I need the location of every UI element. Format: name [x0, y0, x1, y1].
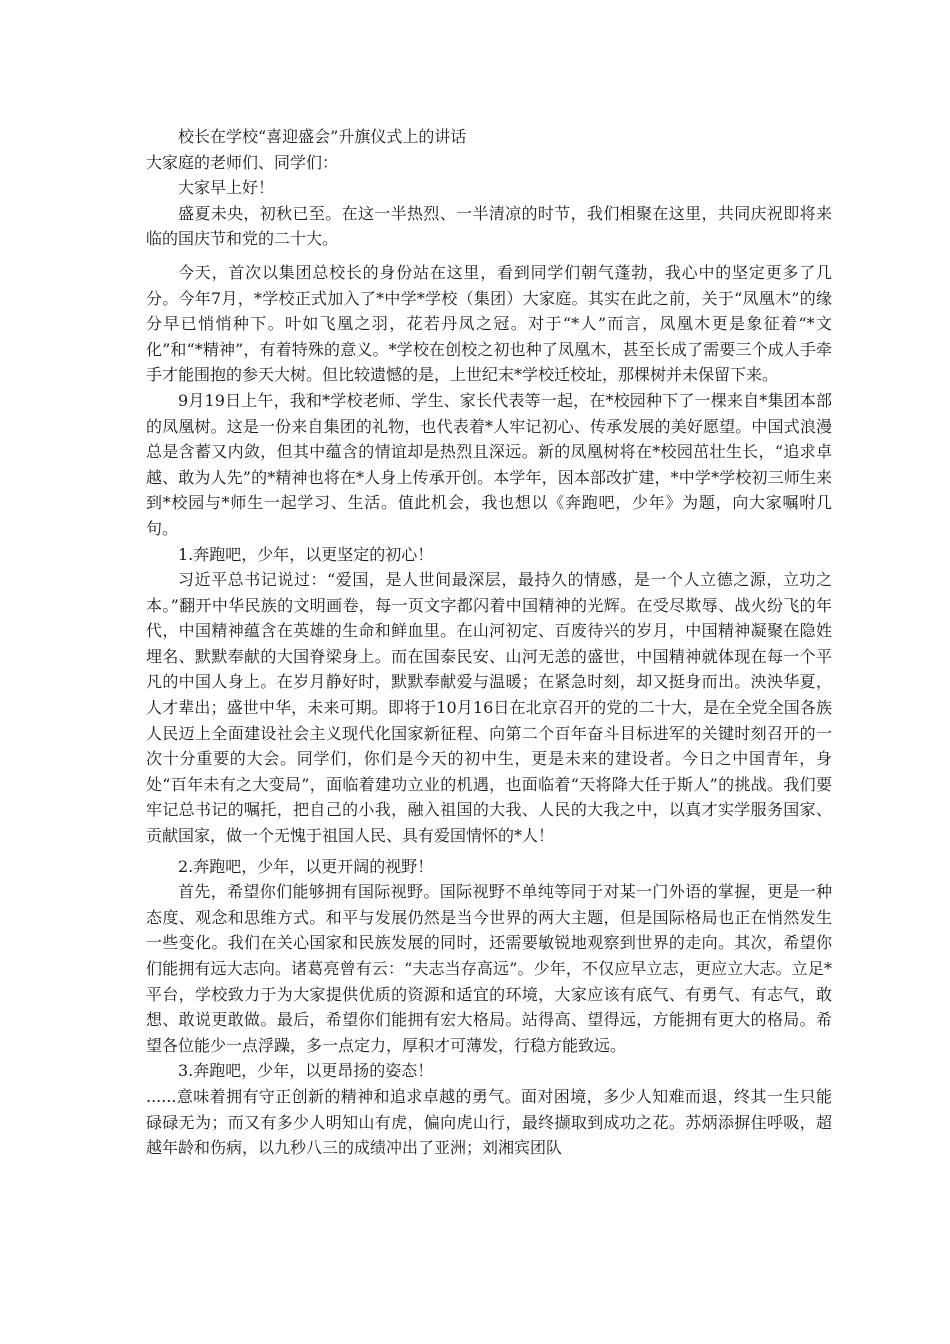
- paragraph-phoenix-tree: 今天，首次以集团总校长的身份站在这里，看到同学们朝气蓬勃，我心中的坚定更多了几分。今年7月，*学校正式加入了*中学*学校（集团）大家庭。其实在此之前，关于“凤凰木”的缘分早已悄悄种下。叶如飞凰之羽，花若丹凤之冠。对于“*人”而言，凤凰木更是象征着“*文化”和“*精神”，有着特殊的意义。*学校在创校之初也种了凤凰木，甚至长成了需要三个成人手牵手才能围抱的参天大树。但比较遗憾的是，上世纪末*学校迁校址，那棵树并未保留下来。: [146, 262, 832, 385]
- salutation: 大家庭的老师们、同学们：: [146, 152, 339, 172]
- paragraph-patriotism: 习近平总书记说过：“爱国，是人世间最深层，最持久的情感，是一个人立德之源，立功之本。”翻开中华民族的文明画卷，每一页文字都闪着中国精神的光辉。在受尽欺辱、战火纷飞的年代，中国精神蕴含在英雄的生命和鲜血里。在山河初定、百废待兴的岁月，中国精神凝聚在隐姓埋名、默默奉献的大国脊梁身上。而在国泰民安、山河无恙的盛世，中国精神就体现在每一个平凡的中国人身上。在岁月静好时，默默奉献爱与温暖；在紧急时刻，却又挺身而出。泱泱华夏，人才辈出；盛世中华，未来可期。即将于10月16日在北京召开的党的二十大，是在全党全国各族人民迈上全面建设社会主义现代化国家新征程、向第二个百年奋斗目标进军的关键时刻召开的一次十分重要的大会。同学们，你们是今天的初中生，更是未来的建设者。今日之中国青年，身处“百年未有之大变局”，面临着建功立业的机遇，也面临着“天将降大任于斯人”的挑战。我们要牢记总书记的嘱托，把自己的小我，融入祖国的大我、人民的大我之中，以真才实学服务国家、贡献国家，做一个无愧于祖国人民、具有爱国情怀的*人！: [146, 570, 832, 846]
- document-page: [146, 124, 832, 1161]
- greeting: 大家早上好！: [178, 178, 275, 198]
- paragraph-vision: 首先，希望你们能够拥有国际视野。国际视野不单纯等同于对某一门外语的掌握，更是一种态度、观念和思维方式。和平与发展仍然是当今世界的两大主题，但是国际格局也正在悄然发生一些变化。我们在关心国家和民族发展的同时，还需要敏锐地观察到世界的走向。其次，希望你们能拥有远大志向。诸葛亮曾有云：“夫志当存高远”。少年，不仅应早立志，更应立大志。立足*平台，学校致力于为大家提供优质的资源和适宜的环境，大家应该有底气、有勇气、有志气，敢想、敢说更敢做。最后，希望你们能拥有宏大格局。站得高、望得远，方能拥有更大的格局。希望各位能少一点浮躁，多一点定力，厚积才可薄发，行稳方能致远。: [146, 882, 832, 1055]
- section-heading-2: 2.奔跑吧，少年，以更开阔的视野！: [178, 856, 434, 876]
- document-title: 校长在学校“喜迎盛会”升旗仪式上的讲话: [178, 127, 467, 146]
- section-heading-1: 1.奔跑吧，少年，以更坚定的初心！: [178, 544, 434, 564]
- paragraph-attitude: ......意味着拥有守正创新的精神和追求卓越的勇气。面对困境，多少人知难而退，终其一生只能碌碌无为；而又有多少人明知山有虎，偏向虎山行，最终撷取到成功之花。苏炳添摒住呼吸，超越年龄和伤病，以九秒八三的成绩冲出了亚洲；刘湘宾团队: [146, 1086, 832, 1158]
- paragraph-planting: 9月19日上午，我和*学校老师、学生、家长代表等一起，在*校园种下了一棵来自*集团本部的凤凰树。这是一份来自集团的礼物，也代表着*人牢记初心、传承发展的美好愿望。中国式浪漫总是含蓄又内敛，但其中蕴含的情谊却是热烈且深远。新的凤凰树将在*校园茁壮生长，“追求卓越、敢为人先”的*精神也将在*人身上传承开创。本学年，因本部改扩建，*中学*学校初三师生来到*校园与*师生一起学习、生活。值此机会，我也想以《奔跑吧，少年》为题，向大家嘱咐几句。: [146, 390, 832, 538]
- section-heading-3: 3.奔跑吧，少年，以更昂扬的姿态！: [178, 1061, 434, 1081]
- paragraph-opening: 盛夏未央，初秋已至。在这一半热烈、一半清凉的时节，我们相聚在这里，共同庆祝即将来临的国庆节和党的二十大。: [146, 203, 832, 249]
